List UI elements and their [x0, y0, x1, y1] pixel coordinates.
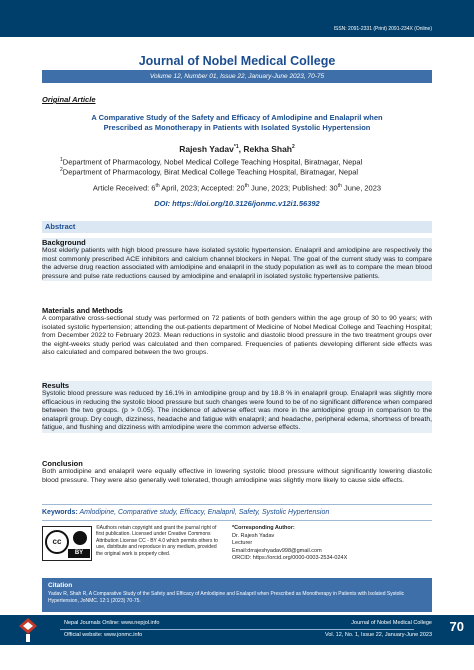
page-number: 70 — [449, 619, 464, 634]
received-date: Article Received: 6 — [92, 183, 156, 193]
person-icon — [73, 531, 87, 545]
results-heading: Results — [42, 381, 432, 390]
corr-heading: *Corresponding Author: — [232, 525, 295, 531]
corr-role: Lecturer — [232, 540, 253, 546]
received-sup: th — [155, 183, 160, 189]
article-title — [42, 113, 432, 133]
citation-text: Yadav R, Shah R, A Comparative Study of the Safety and Efficacy of Amlodipine and Enalapril when Prescribed as Monotherapy in Patients with Isolated Systolic Hypertension, JoNMC. 12:1 (2023) 70-75. — [48, 591, 405, 604]
affiliation-1-sup: 1 — [60, 157, 63, 163]
corresponding-author — [232, 525, 432, 563]
doi-link[interactable]: DOI: https://doi.org/10.3126/jonmc.v12i1.56392 — [154, 199, 320, 208]
footer-volume: Vol. 12, No. 1, Issue 22, January-June 2023 — [324, 632, 432, 638]
author-separator: , — [238, 144, 244, 154]
published-date: June, 2023; Published: 30 — [248, 183, 338, 193]
issn-text: ISSN: 2091-2331 (Print) 2091-234X (Online) — [333, 26, 432, 32]
keywords-text: Amlodipine, Comparative study, Efficacy, Enalapril, Safety, Systolic Hypertension — [77, 509, 330, 516]
methods-text: A comparative cross-sectional study was performed on 72 patients of both genders within the age group of 30 to 90 years; with isolated systolic hypertension; attending the out-patients department of Medicine of Nobel Medical College and Teaching Hospital; from December 2022 to February 2023. Mean reductions in systolic and diastolic blood pressure in the two treatment groups over the eight-weeks study period was calculated and then compared. Frequencies of patients developing different side effects was also calculated and compared between the two groups. — [42, 315, 432, 357]
citation-label: Citation — [48, 582, 73, 589]
article-type: Original Article — [42, 95, 96, 104]
author-2: Rekha Shah — [243, 144, 292, 154]
affiliation-2-text: Department of Pharmacology, Birat Medical College Teaching Hospital, Biratnagar, Nepal — [62, 167, 359, 177]
background-heading: Background — [42, 238, 432, 247]
journal-logo-icon — [18, 617, 38, 643]
journal-title: Journal of Nobel Medical College — [138, 54, 336, 68]
citation-box — [42, 578, 432, 612]
author-1: Rajesh Yadav — [179, 144, 234, 154]
footer-journal: Journal of Nobel Medical College — [351, 620, 432, 626]
article-dates — [0, 183, 474, 193]
license-text: ©Authors retain copyright and grant the journal right of first publication. Licensed under Creative Commons Attribution License CC - BY 4.0 which permits others to use, distribute and reproduce in any medium, provided the original work is properly cited. — [96, 525, 218, 557]
abstract-heading: Abstract — [42, 221, 432, 233]
footer-site[interactable]: Nepal Journals Online: www.nepjol.info — [64, 620, 160, 626]
author-1-sup: *1 — [233, 144, 239, 151]
cc-icon: cc — [45, 530, 69, 554]
accepted-sup: th — [244, 183, 249, 189]
published-sup: th — [337, 183, 342, 189]
accepted-date: April, 2023; Accepted: 20 — [159, 183, 245, 193]
footer-rule — [60, 629, 414, 630]
footer-official[interactable]: Official website: www.jonmc.info — [64, 632, 143, 638]
volume-bar: Volume 12, Number 01, Issue 22, January-June 2023, 70-75 — [42, 70, 432, 83]
top-banner — [0, 0, 474, 37]
divider-bottom — [42, 520, 432, 521]
affiliation-1-text: Department of Pharmacology, Nobel Medical College Teaching Hospital, Biratnagar, Nepal — [62, 157, 363, 167]
keywords — [42, 509, 432, 516]
keywords-label: Keywords: — [42, 509, 78, 516]
affiliation-2 — [60, 167, 358, 177]
corr-email[interactable]: Email:drrajeshyadav998@gmail.com — [232, 547, 322, 554]
conclusion-text: Both amlodipine and enalapril were equally effective in lowering systolic blood pressure without significantly lowering diastolic blood pressure. They were also generally well tolerated, though amlodipine was slightly more likely to cause side effects. — [42, 468, 432, 484]
published-rest: June, 2023 — [341, 183, 382, 193]
background-text: Most elderly patients with high blood pressure have isolated systolic hypertension. Enalapril and amlodipine are respectively the most commonly prescribed ACE inhibitors and calcium channel blockers in Nepal. The goal of the current study was to compare the adverse drug reaction associated with amlodipine and enalapril in the study population as well as to compare the mean blood pressure and pulse rate reductions caused by amlodipine and enalapril in isolated systolic hypertensive patients. — [42, 247, 432, 280]
corr-orcid[interactable]: ORCID: https://orcid.org/0000-0003-2534-024X — [232, 555, 348, 561]
cc-by-badge[interactable] — [42, 526, 92, 561]
footer-bar — [0, 615, 474, 645]
divider-top — [42, 504, 432, 505]
methods-heading: Materials and Methods — [42, 306, 123, 315]
results-text: Systolic blood pressure was reduced by 16.1% in amlodipine group and by 18.8 % in enalapril group. Enalapril was slightly more efficacious in reducing the systolic blood pressure but such changes were found to be of no significant difference when compared between the two groups. (p > 0.05). The incidence of adverse effect was more in the amlodipine group in comparison to the enalapril group. Dry cough, dizziness, headache and fatigue with enalapril; and headache, peripheral edema, shortness of breath, fatigue, and flushing and dizziness with amlodipine were the common adverse effects. — [42, 390, 432, 432]
corr-name: Dr. Rajesh Yadav — [232, 532, 275, 539]
authors — [0, 144, 474, 154]
by-label: BY — [68, 549, 90, 558]
conclusion-heading: Conclusion — [42, 459, 83, 468]
affiliation-2-sup: 2 — [60, 167, 63, 173]
author-2-sup: 2 — [292, 144, 295, 151]
article-title-line2: Prescribed as Monotherapy in Patients with Isolated Systolic Hypertension — [103, 123, 371, 132]
article-title-line1: A Comparative Study of the Safety and Efficacy of Amlodipine and Enalapril when — [91, 113, 383, 122]
affiliation-1 — [60, 157, 362, 167]
